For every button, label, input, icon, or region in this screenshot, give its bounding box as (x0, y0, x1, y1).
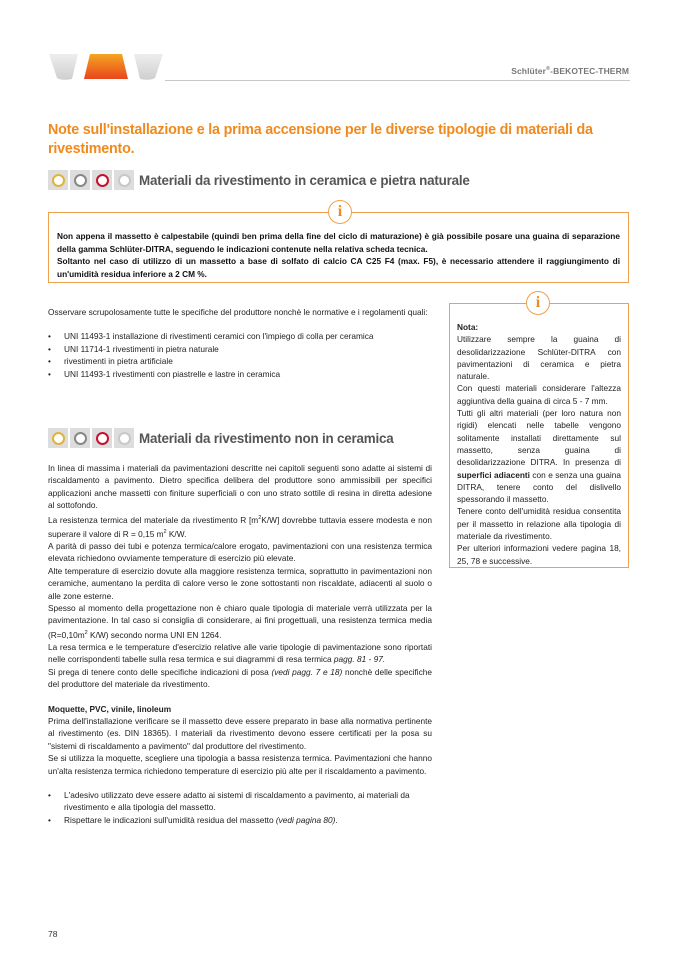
header-rule (165, 80, 630, 81)
intro-text: Osservare scrupolosamente tutte le specifiche del produttore nonchè le normative e i regolamenti quali: (48, 307, 428, 317)
list-item: • Rispettare le indicazioni sull'umidità residua del massetto (vedi pagina 80). (48, 814, 432, 826)
paragraph: La resistenza termica del materiale da rivestimento R $[m^2K/W]$ dovrebbe tuttavia essere modesta e non superare il valore di R = 0,15 $m^2$ K/W. (48, 514, 432, 539)
brand-name: Schlüter®-BEKOTEC-THERM (511, 66, 629, 76)
list-item: • UNI 11493-1 rivestimenti con piastrelle e lastre in ceramica (48, 368, 432, 380)
section-title-non-ceramic: Materiali da rivestimento non in ceramica (139, 430, 394, 446)
light-grey-ring-icon (114, 170, 134, 190)
paragraph: Se si utilizza la moquette, scegliere una tipologia a bassa resistenza termica. Pavimentazioni che hanno un'alta resistenza termica richiedono temperature di esercizio più alte per il riscaldamento a pavimento. (48, 753, 432, 776)
info-box-line2: Soltanto nel caso di utilizzo di un massetto a base di solfato di calcio CA C25 F4 (max. F5), è necessario attendere il raggiungimento di un'umidità residua inferiore a 2 CM %. (57, 256, 620, 279)
info-icon: i (328, 200, 352, 224)
info-icon: i (526, 291, 550, 315)
info-box-line1: Non appena il massetto è calpestabile (quindi ben prima della fine del ciclo di maturazione) è già possibile posare una guaina di separazione della gamma Schlüter-DITRA, seguendo le indicazioni contenute nella relativa scheda tecnica. (57, 231, 620, 254)
page-title: Note sull'installazione e la prima accensione per le diverse tipologie di materiali da rivestimento. (48, 122, 593, 157)
moquette-heading: Moquette, PVC, vinile, linoleum (48, 703, 172, 714)
paragraph: Per ulteriori informazioni vedere pagina 18, 25, 78 e successive. (457, 543, 621, 566)
paragraph: Prima dell'installazione verificare se il massetto deve essere preparato in base alla normativa pertinente al rivestimento (es. DIN 18365). I materiali da rivestimento devono essere certificati per la posa su "sistemi di riscaldamento a pavimento" dal produttore del rivestimento. (48, 716, 432, 751)
paragraph: Utilizzare sempre la guaina di desolidarizzazione Schlüter-DITRA con pavimentazioni di ceramica e pietra naturale. (457, 334, 621, 382)
paragraph: Spesso al momento della progettazione non è chiaro quale tipologia di materiale verrà utilizzata per la pavimentazione. In tal caso si consiglia di considerare, ai fini progettuali, una resistenza termica media ($R=0,10m^2$ K/W) secondo norma UNI EN 1264. (48, 603, 432, 640)
yellow-ring-icon (48, 170, 68, 190)
side-note-box (449, 303, 629, 568)
norms-list (48, 330, 432, 380)
schluter-logo-icon (48, 52, 164, 82)
light-grey-ring-icon (114, 428, 134, 448)
red-ring-icon (92, 428, 112, 448)
list-item: • UNI 11714-1 rivestimenti in pietra naturale (48, 343, 432, 355)
list-item: • UNI 11493-1 installazione di rivestimenti ceramici con l'impiego di colla per ceramica (48, 330, 432, 342)
paragraph: Tutti gli altri materiali (per loro natura non rigidi) elencati nelle tabelle vengono solitamente installati direttamente sul massetto, senza guaina di desolidarizzazione DITRA. In presenza di superfici adiacenti con e senza una guaina DITRA, tenere conto del dislivello spessorando il massetto. (457, 408, 621, 505)
list-item: • rivestimenti in pietra artificiale (48, 355, 432, 367)
paragraph: A parità di passo dei tubi e potenza termica/calore erogato, pavimentazioni con una resistenza termica elevata richiedono ovviamente temperature di esercizio più elevate. (48, 540, 432, 564)
page-number: 78 (48, 929, 58, 939)
section-header-ceramic (48, 169, 470, 191)
grey-ring-icon (70, 170, 90, 190)
intro-block (48, 306, 432, 380)
red-ring-icon (92, 170, 112, 190)
list-item: • L'adesivo utilizzato deve essere adatto ai sistemi di riscaldamento a pavimento, ai materiali da rivestimento e alla tipologia del massetto. (48, 789, 432, 814)
section-header-non-ceramic (48, 427, 394, 449)
paragraph: Si prega di tenere conto delle specifiche indicazioni di posa (vedi pagg. 7 e 18) nonchè delle specifiche del produttore del materiale da rivestimento. (48, 666, 433, 690)
paragraph: La resa termica e le temperature d'esercizio relative alle varie tipologie di pavimentazione sono riportati nelle corrispondenti tabelle sulla resa termica e sui diagrammi di resa termica pagg. 81 - 97. (48, 641, 432, 665)
paragraph: Alte temperature di esercizio dovute alla maggiore resistenza termica, soprattutto in pavimentazioni non ceramiche, aumentano la perdita di calore verso le zone sottostanti non riscaldate, adiacenti al suolo o alle zone esterne. (48, 565, 432, 601)
paragraph: Con questi materiali considerare l'altezza aggiuntiva della guaina di circa 5 - 7 mm. (457, 383, 621, 406)
body-text (48, 462, 432, 826)
yellow-ring-icon (48, 428, 68, 448)
moquette-list (48, 789, 432, 826)
paragraph: In linea di massima i materiali da pavimentazioni descritte nei capitoli seguenti sono adatte ai sistemi di riscaldamento a pavimento. Dietro specifica delibera del produttore sono ammissibili per specifici applicazioni anche massetti con finiture superficiali o con uno strato sottile di resina in diretta adesione al sottofondo. (48, 463, 432, 511)
paragraph: Tenere conto dell'umidità residua consentita per il massetto in relazione alla tipologia di materiale da rivestimento. (457, 506, 621, 542)
grey-ring-icon (70, 428, 90, 448)
section-title-ceramic: Materiali da rivestimento in ceramica e pietra naturale (139, 172, 470, 188)
side-note-label: Nota: (457, 322, 479, 332)
